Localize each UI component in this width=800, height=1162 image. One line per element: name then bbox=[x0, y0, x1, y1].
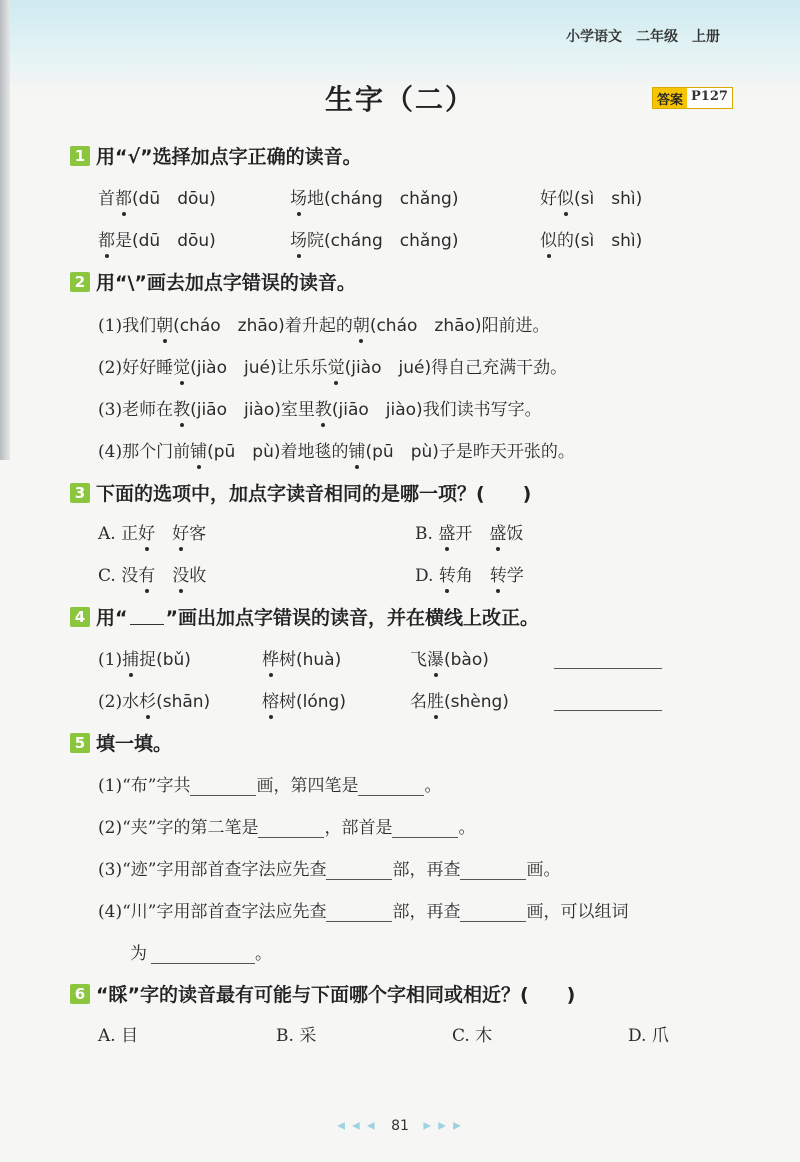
q3-option-b[interactable]: B. 盛开 盛饭 bbox=[415, 524, 524, 544]
page-number: 81 bbox=[391, 1118, 409, 1134]
fill-blank[interactable] bbox=[326, 861, 392, 880]
q6-option-c[interactable]: C. 木 bbox=[452, 1026, 493, 1046]
page-footer bbox=[0, 1118, 800, 1134]
page-title: 生字（二） bbox=[324, 83, 475, 116]
question-5-heading bbox=[70, 729, 172, 756]
question-number: 5 bbox=[70, 733, 90, 753]
q3-option-c[interactable]: C. 没有 没收 bbox=[98, 566, 207, 586]
q3-option-d[interactable]: D. 转角 转学 bbox=[415, 566, 524, 586]
answer-tag bbox=[652, 87, 733, 109]
fill-blank[interactable] bbox=[258, 819, 324, 838]
q2-line-4: (4)那个门前铺(pū pù)着地毯的铺(pū pù)子是昨天开张的。 bbox=[98, 442, 575, 462]
question-text: 用“√”选择加点字正确的读音。 bbox=[96, 146, 362, 168]
fill-blank[interactable] bbox=[190, 777, 256, 796]
book-info bbox=[566, 26, 720, 46]
q5-line-4: (4)“川”字用部首查字法应先查 部，再查 画，可以组词 bbox=[98, 902, 629, 922]
question-text: 下面的选项中，加点字读音相同的是哪一项？( ) bbox=[96, 483, 532, 505]
arrows-left-icon: ◀ ◀ ◀ bbox=[337, 1120, 377, 1132]
question-text: 填一填。 bbox=[96, 733, 173, 755]
question-2-heading bbox=[70, 268, 356, 295]
q5-line-2: (2)“夹”字的第二笔是 ，部首是 。 bbox=[98, 818, 476, 838]
question-6-heading bbox=[70, 980, 575, 1007]
q5-line-5: 为 。 bbox=[130, 944, 272, 964]
fill-blank[interactable] bbox=[460, 903, 526, 922]
q5-line-1: (1)“布”字共 画，第四笔是 。 bbox=[98, 776, 442, 796]
fill-blank[interactable] bbox=[358, 777, 424, 796]
q6-option-d[interactable]: D. 爪 bbox=[628, 1026, 669, 1046]
question-text: 用“\”画去加点字错误的读音。 bbox=[96, 272, 356, 294]
question-4-heading: 4 用“ ”画出加点字错误的读音，并在横线上改正。 bbox=[70, 603, 539, 630]
q4-row-2-item: (2)水杉(shān) bbox=[98, 692, 211, 712]
q4-row-2-item: 榕树(lóng) bbox=[262, 692, 346, 712]
q1-item: 场院(cháng chǎng) bbox=[290, 231, 459, 251]
q2-line-3: (3)老师在教(jiāo jiào)室里教(jiāo jiào)我们读书写字。 bbox=[98, 400, 542, 420]
question-text: “睬”字的读音最有可能与下面哪个字相同或相近？( ) bbox=[96, 984, 576, 1006]
q4-answer-line-1[interactable] bbox=[554, 650, 662, 669]
arrows-right-icon: ▶ ▶ ▶ bbox=[423, 1120, 463, 1132]
q1-item: 似的(sì shì) bbox=[540, 231, 643, 251]
q3-option-a[interactable]: A. 正好 好客 bbox=[98, 524, 207, 544]
q4-row-1-item: (1)捕捉(bǔ) bbox=[98, 650, 191, 670]
q4-row-1-item: 桦树(huà) bbox=[262, 650, 342, 670]
answer-label: 答案 bbox=[653, 88, 687, 108]
q5-line-3: (3)“迹”字用部首查字法应先查 部，再查 画。 bbox=[98, 860, 561, 880]
subject: 小学语文 bbox=[566, 29, 622, 45]
q1-item: 首都(dū dōu) bbox=[98, 189, 216, 209]
q1-item: 都是(dū dōu) bbox=[98, 231, 216, 251]
question-1-heading bbox=[70, 142, 362, 169]
q4-row-2-item: 名胜(shèng) bbox=[410, 692, 509, 712]
question-number: 1 bbox=[70, 146, 90, 166]
answer-page: P127 bbox=[687, 88, 732, 108]
grade: 二年级 bbox=[636, 29, 678, 45]
fill-blank[interactable] bbox=[392, 819, 458, 838]
q4-answer-line-2[interactable] bbox=[554, 692, 662, 711]
q2-line-1: (1)我们朝(cháo zhāo)着升起的朝(cháo zhāo)阳前进。 bbox=[98, 316, 550, 336]
q2-line-2: (2)好好睡觉(jiào jué)让乐乐觉(jiào jué)得自己充满干劲。 bbox=[98, 358, 568, 378]
question-3-heading bbox=[70, 479, 531, 506]
question-number: 3 bbox=[70, 483, 90, 503]
question-number: 4 bbox=[70, 607, 90, 627]
volume: 上册 bbox=[692, 29, 720, 45]
binding-strip bbox=[0, 0, 10, 460]
q4-row-1-item: 飞瀑(bào) bbox=[410, 650, 489, 670]
q6-option-b[interactable]: B. 采 bbox=[276, 1026, 317, 1046]
q1-item: 场地(cháng chǎng) bbox=[290, 189, 459, 209]
fill-blank[interactable] bbox=[460, 861, 526, 880]
q6-option-a[interactable]: A. 目 bbox=[98, 1026, 139, 1046]
q1-item: 好似(sì shì) bbox=[540, 189, 643, 209]
fill-blank[interactable] bbox=[326, 903, 392, 922]
underline-sample bbox=[130, 608, 164, 625]
question-number: 6 bbox=[70, 984, 90, 1004]
question-number: 2 bbox=[70, 272, 90, 292]
fill-blank[interactable] bbox=[151, 945, 255, 964]
